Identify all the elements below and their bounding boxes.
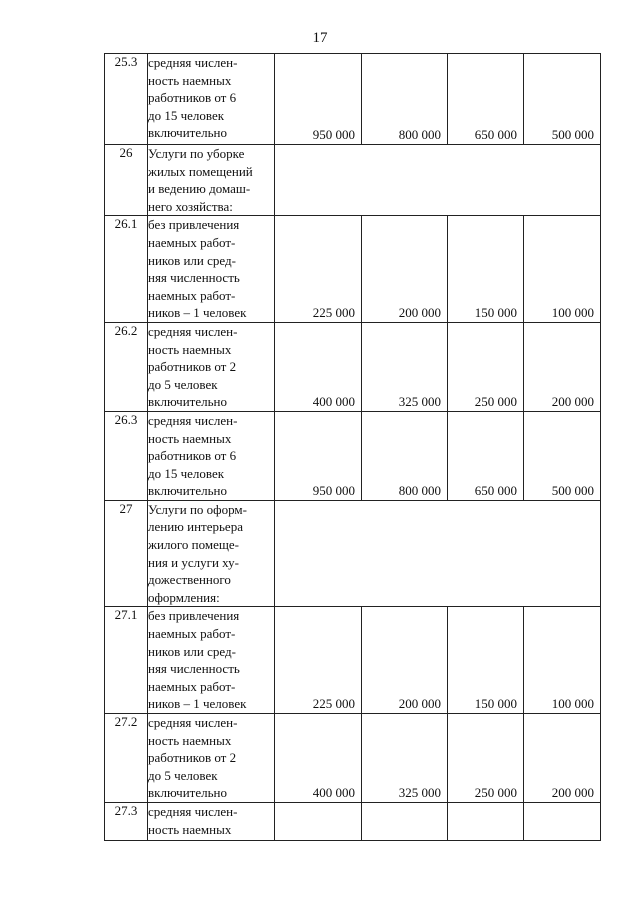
- item-number: 27.1: [105, 607, 148, 714]
- tariff-value-cell: 225 000: [275, 216, 362, 323]
- description-line: жилых помещений: [148, 163, 253, 179]
- item-description: [148, 411, 275, 500]
- description-line: Услуги по уборке: [148, 146, 245, 161]
- tariff-value-cell: 325 000: [362, 714, 448, 803]
- tariff-value-cell: 100 000: [524, 607, 601, 714]
- description-line: лению интерьера: [148, 519, 243, 535]
- description-line: ников – 1 человек: [148, 696, 247, 712]
- tariff-value-cell: 950 000: [275, 54, 362, 145]
- description-line: работников от 2: [148, 750, 237, 766]
- tariff-value-cell: 800 000: [362, 411, 448, 500]
- tariff-value-cell: [448, 802, 524, 840]
- item-description: [148, 216, 275, 323]
- description-line: средняя числен-: [148, 715, 238, 730]
- description-line: наемных работ-: [148, 678, 236, 694]
- tariff-table: [104, 53, 601, 841]
- table-row: [105, 322, 601, 411]
- table-row: [105, 411, 601, 500]
- table-row: [105, 145, 601, 216]
- tariff-value-cell: [524, 802, 601, 840]
- item-description: [148, 802, 275, 840]
- section-empty-cell: [275, 145, 601, 216]
- tariff-value-cell: 150 000: [448, 216, 524, 323]
- table-row: [105, 607, 601, 714]
- item-description: [148, 607, 275, 714]
- tariff-value-cell: 200 000: [362, 607, 448, 714]
- item-description: [148, 322, 275, 411]
- description-line: ников или сред-: [148, 252, 236, 268]
- tariff-value-cell: 200 000: [362, 216, 448, 323]
- description-line: дожественного: [148, 572, 231, 588]
- description-line: включительно: [148, 785, 227, 801]
- tariff-value-cell: 400 000: [275, 714, 362, 803]
- tariff-value-cell: 200 000: [524, 714, 601, 803]
- description-line: до 5 человек: [148, 767, 218, 783]
- description-line: работников от 6: [148, 90, 237, 106]
- tariff-value-cell: 325 000: [362, 322, 448, 411]
- description-line: и ведению домаш-: [148, 181, 251, 197]
- description-line: ников – 1 человек: [148, 305, 247, 321]
- tariff-value-cell: 150 000: [448, 607, 524, 714]
- description-line: включительно: [148, 483, 227, 499]
- description-line: наемных работ-: [148, 234, 236, 250]
- description-line: него хозяйства:: [148, 198, 233, 214]
- description-line: до 15 человек: [148, 465, 225, 481]
- item-description: [148, 500, 275, 607]
- description-line: до 15 человек: [148, 107, 225, 123]
- tariff-value-cell: 400 000: [275, 322, 362, 411]
- tariff-value-cell: 500 000: [524, 54, 601, 145]
- description-line: наемных работ-: [148, 287, 236, 303]
- tariff-value-cell: 800 000: [362, 54, 448, 145]
- tariff-value-cell: 250 000: [448, 322, 524, 411]
- description-line: средняя числен-: [148, 323, 238, 339]
- tariff-value-cell: 650 000: [448, 54, 524, 145]
- table-row: [105, 216, 601, 323]
- description-line: жилого помеще-: [148, 537, 239, 553]
- page-number: 17: [312, 30, 328, 46]
- description-line: наемных работ-: [148, 626, 236, 642]
- tariff-value-cell: [275, 802, 362, 840]
- tariff-value-cell: 100 000: [524, 216, 601, 323]
- tariff-value-cell: 650 000: [448, 411, 524, 500]
- tariff-value-cell: [362, 802, 448, 840]
- item-number: 25.3: [105, 54, 148, 145]
- item-number: 27.3: [105, 802, 148, 840]
- description-line: ность наемных: [148, 430, 232, 446]
- tariff-value-cell: 950 000: [275, 411, 362, 500]
- description-line: няя численность: [148, 661, 240, 677]
- tariff-value-cell: 250 000: [448, 714, 524, 803]
- description-line: средняя числен-: [148, 55, 238, 70]
- table-row: [105, 802, 601, 840]
- item-number: 26.2: [105, 322, 148, 411]
- description-line: Услуги по оформ-: [148, 501, 247, 517]
- section-empty-cell: [275, 500, 601, 607]
- item-number: 26.3: [105, 411, 148, 500]
- item-number: 26.1: [105, 216, 148, 323]
- description-line: средняя числен-: [148, 803, 238, 819]
- description-line: ников или сред-: [148, 643, 236, 659]
- description-line: ность наемных: [148, 732, 232, 748]
- tariff-value-cell: 500 000: [524, 411, 601, 500]
- tariff-value-cell: 225 000: [275, 607, 362, 714]
- description-line: оформления:: [148, 589, 220, 605]
- item-number: 27.2: [105, 714, 148, 803]
- item-number: 26: [105, 145, 148, 216]
- table-row: [105, 714, 601, 803]
- description-line: работников от 6: [148, 448, 237, 464]
- description-line: средняя числен-: [148, 412, 238, 428]
- description-line: включительно: [148, 394, 227, 410]
- tariff-value-cell: 200 000: [524, 322, 601, 411]
- item-description: [148, 714, 275, 803]
- description-line: до 5 человек: [148, 376, 218, 392]
- description-line: без привлечения: [148, 217, 240, 233]
- description-line: включительно: [148, 125, 227, 141]
- description-line: без привлечения: [148, 608, 240, 624]
- table-row: [105, 500, 601, 607]
- description-line: ния и услуги ху-: [148, 554, 239, 570]
- item-description: [148, 54, 275, 145]
- description-line: ность наемных: [148, 72, 232, 88]
- description-line: ность наемных: [148, 341, 232, 357]
- description-line: работников от 2: [148, 359, 237, 375]
- table-row: [105, 54, 601, 145]
- description-line: ность наемных: [148, 821, 232, 837]
- item-number: 27: [105, 500, 148, 607]
- item-description: [148, 145, 275, 216]
- description-line: няя численность: [148, 270, 240, 286]
